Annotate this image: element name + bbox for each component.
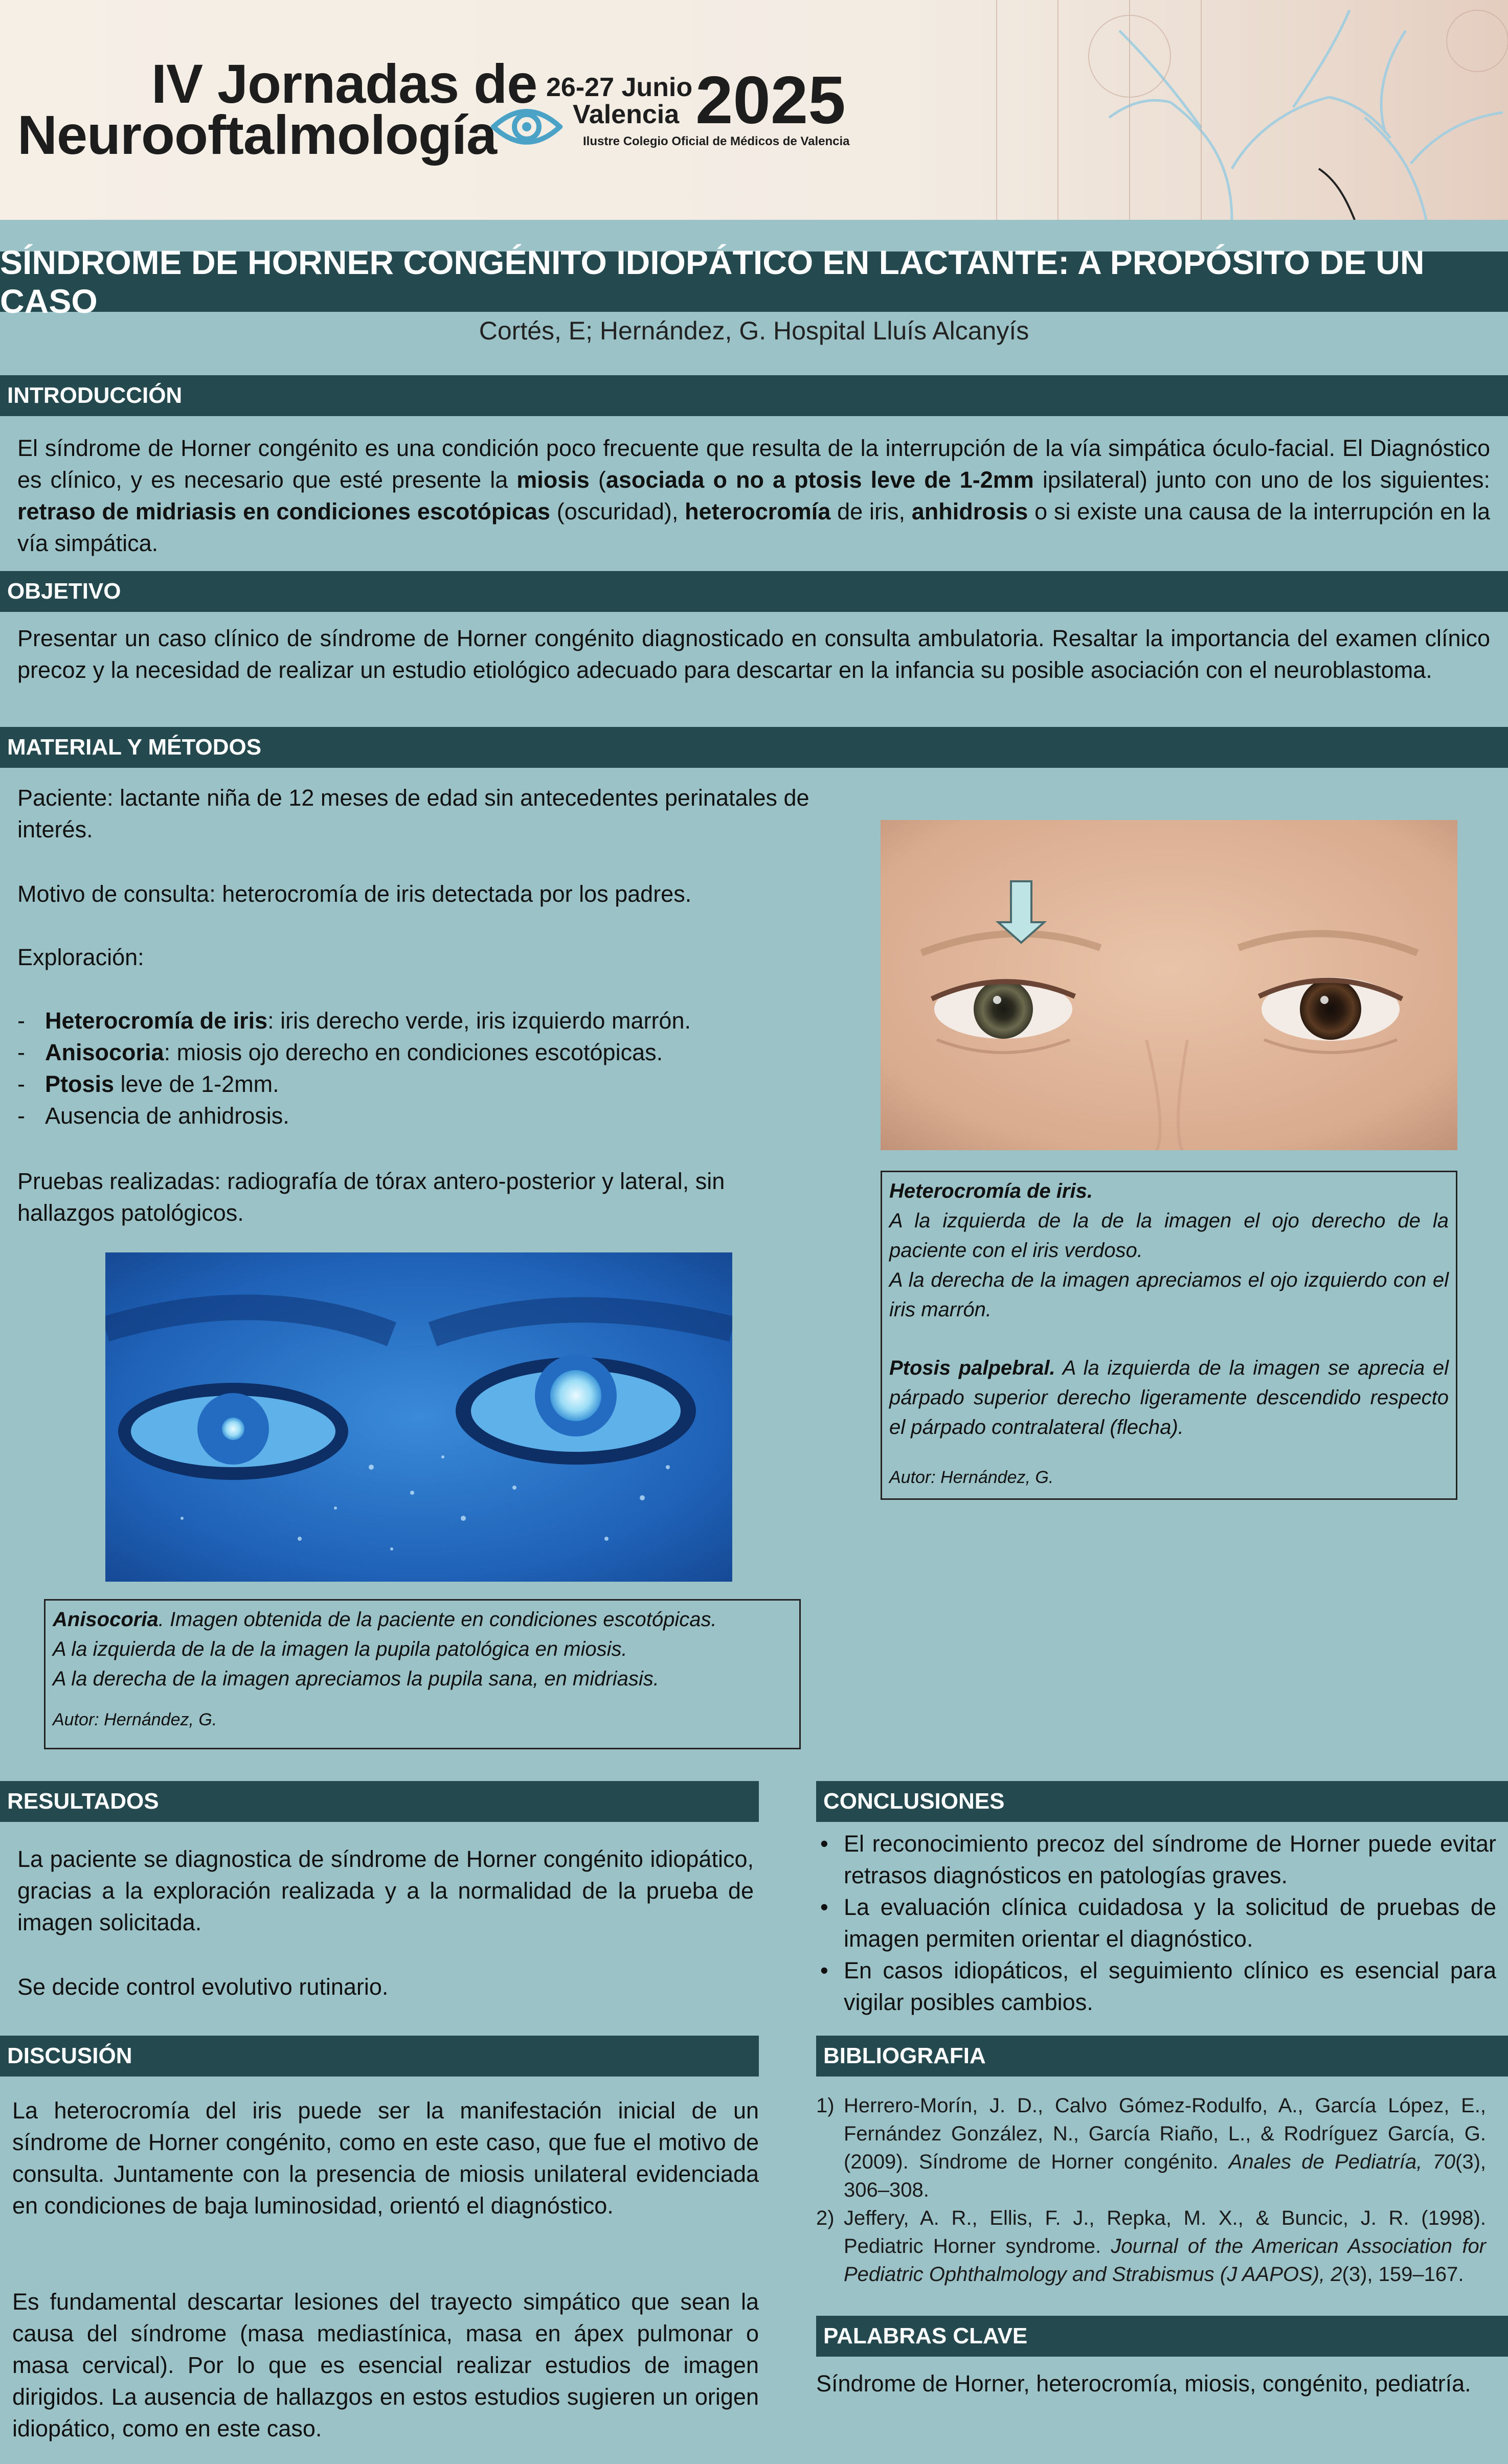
event-dates: 26-27 Junio <box>546 73 693 102</box>
resultados-followup: Se decide control evolutivo rutinario. <box>17 1974 389 2000</box>
header-banner <box>0 0 1508 220</box>
caption-anisocoria: Anisocoria. Imagen obtenida de la paciente en condiciones escotópicas. A la izquierda de la de la imagen la pupila patológica en miosis. A la derecha de la imagen apreciamos la pupila sana, en midriasis. Autor: Hernández, G. <box>44 1599 801 1749</box>
objetivo-text: Presentar un caso clínico de síndrome de Horner congénito diagnosticado en consulta ambulatoria. Resaltar la importancia del examen clínico precoz y la necesidad de realizar un estudio etiológico adecuado para descartar en la infancia su posible asociación con el neuroblastoma. <box>17 625 1490 683</box>
list-item: • El reconocimiento precoz del síndrome de Horner puede evitar retrasos diagnósticos en patologías graves. <box>816 1828 1496 1891</box>
list-item: • En casos idiopáticos, el seguimiento clínico es esencial para vigilar posibles cambios. <box>816 1955 1496 2018</box>
material-pruebas: Pruebas realizadas: radiografía de tórax antero-posterior y lateral, sin hallazgos patológicos. <box>17 1168 725 1226</box>
infant-face-image <box>881 820 1457 1150</box>
section-heading-resultados: RESULTADOS <box>0 1781 759 1822</box>
section-heading-palabras-clave: PALABRAS CLAVE <box>816 2316 1508 2357</box>
list-item: - Ptosis leve de 1-2mm. <box>17 1071 279 1097</box>
references-list <box>816 2092 1486 2289</box>
section-heading-bibliografia: BIBLIOGRAFIA <box>816 2036 1508 2077</box>
reference-item: 1) Herrero-Morín, J. D., Calvo Gómez-Rodulfo, A., García López, E., Fernández González, N., García Riaño, L., & Rodríguez García, G. (2009). Síndrome de Horner congénito. Anales de Pediatría, 70(3), 306–308. <box>816 2094 1486 2201</box>
discusion-text-2: Es fundamental descartar lesiones del trayecto simpático que sean la causa del síndrome (masa mediastínica, masa en ápex pulmonar o masa cervical). Por lo que es esencial realizar estudios de imagen dirigidos. La ausencia de hallazgos en estos estudios sugieren un origen idiopático, como en este caso. <box>12 2289 759 2442</box>
list-item: - Heterocromía de iris: iris derecho verde, iris izquierdo marrón. <box>17 1008 691 1034</box>
material-paciente: Paciente: lactante niña de 12 meses de edad sin antecedentes perinatales de interés. <box>17 785 809 842</box>
material-exploracion: Exploración: <box>17 944 144 970</box>
exploracion-list <box>17 1005 856 1132</box>
authors: Cortés, E; Hernández, G. Hospital Lluís Alcanyís <box>479 316 1029 345</box>
section-heading-conclusiones: CONCLUSIONES <box>816 1781 1508 1822</box>
material-motivo: Motivo de consulta: heterocromía de iris detectada por los padres. <box>17 881 692 907</box>
scotopic-eyes-image <box>105 1252 732 1582</box>
caption-heterochromia: Heterocromía de iris. A la izquierda de la de la imagen el ojo derecho de la paciente con el iris verdoso. A la derecha de la imagen apreciamos el ojo izquierdo con el iris marrón. Ptosis palpebral. A la izquierda de la imagen se aprecia el párpado superior derecho ligeramente descendido respecto el párpado contralateral (flecha). Autor: Hernández, G. <box>881 1171 1457 1500</box>
list-item: • La evaluación clínica cuidadosa y la solicitud de pruebas de imagen permiten orientar el diagnóstico. <box>816 1891 1496 1955</box>
section-heading-discusion: DISCUSIÓN <box>0 2036 759 2077</box>
reference-item: 2) Jeffery, A. R., Ellis, F. J., Repka, M. X., & Buncic, J. R. (1998). Pediatric Horner syndrome. Journal of the American Association for Pediatric Ophthalmology and Strabismus (J AAPOS), 2(3), 159–167. <box>816 2207 1487 2286</box>
poster-title: SÍNDROME DE HORNER CONGÉNITO IDIOPÁTICO EN LACTANTE: A PROPÓSITO DE UN CASO <box>0 243 1425 320</box>
conclusiones-list <box>816 1828 1496 2018</box>
palabras-clave-text: Síndrome de Horner, heterocromía, miosis, congénito, pediatría. <box>816 2370 1471 2397</box>
event-organizer: Ilustre Colegio Oficial de Médicos de Valencia <box>583 134 850 148</box>
event-title-line2: Neurooftalmología <box>17 104 497 166</box>
event-year: 2025 <box>695 62 846 138</box>
resultados-text: La paciente se diagnostica de síndrome de Horner congénito idiopático, gracias a la exploración realizada y a la normalidad de la prueba de imagen solicitada. <box>17 1846 754 1935</box>
eye-icon <box>491 101 562 152</box>
neural-network-illustration <box>843 0 1508 220</box>
section-heading-objetivo: OBJETIVO <box>0 571 1508 612</box>
introduccion-text: El síndrome de Horner congénito es una condición poco frecuente que resulta de la interrupción de la vía simpática óculo-facial. El Diagnóstico es clínico, y es necesario que esté presente la miosis (asociada o no a ptosis leve de 1-2mm ipsilateral) junto con uno de los siguientes: retraso de midriasis en condiciones escotópicas (oscuridad), heterocromía de iris, anhidrosis o si existe una causa de la interrupción en la vía simpática. <box>17 435 1490 556</box>
section-heading-material: MATERIAL Y MÉTODOS <box>0 727 1508 768</box>
event-city: Valencia <box>573 100 680 129</box>
section-heading-introduccion: INTRODUCCIÓN <box>0 375 1508 416</box>
discusion-text-1: La heterocromía del iris puede ser la manifestación inicial de un síndrome de Horner congénito, como en este caso, que fue el motivo de consulta. Juntamente con la presencia de miosis unilateral evidenciada en condiciones de baja luminosidad, orientó el diagnóstico. <box>12 2097 759 2219</box>
list-item: - Ausencia de anhidrosis. <box>17 1103 289 1129</box>
event-title-line1: IV Jornadas de <box>151 53 537 115</box>
poster-title-bar <box>0 243 1508 320</box>
heterochromia-photo <box>881 820 1457 1150</box>
anisocoria-photo <box>105 1252 732 1582</box>
list-item: - Anisocoria: miosis ojo derecho en condiciones escotópicas. <box>17 1039 663 1065</box>
